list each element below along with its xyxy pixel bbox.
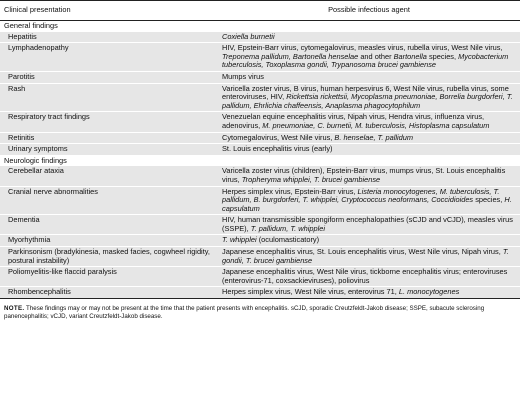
infectious-agent-cell bbox=[218, 112, 520, 132]
note-text: These findings may or may not be present at the time that the patient presents with encephalitis. sCJD, sporadic Creutzfeldt-Jakob disease; SSPE, subacute sclerosing panencephalitis; vCJD, variant Creutzfeldt-Jakob disease. bbox=[4, 305, 485, 321]
agent-text: species, bbox=[473, 195, 505, 205]
clinical-presentation-cell: Rhombencephalitis bbox=[8, 287, 71, 297]
table-row bbox=[0, 132, 520, 144]
agent-text: Mumps virus bbox=[222, 71, 264, 81]
agent-text: HIV, Epstein-Barr virus, cytomegalovirus, measles virus, rubella virus, West Nile virus, bbox=[222, 43, 503, 53]
infectious-agent-cell bbox=[218, 71, 520, 83]
clinical-presentation-cell: Parotitis bbox=[8, 71, 35, 81]
table-row bbox=[0, 112, 520, 132]
infectious-agent-cell bbox=[218, 132, 520, 144]
header-row bbox=[0, 1, 520, 21]
agent-text: B. henselae, T. pallidum bbox=[334, 132, 414, 142]
table-row bbox=[0, 235, 520, 247]
agent-text: (oculomasticatory) bbox=[256, 235, 320, 245]
infectious-agent-cell bbox=[218, 166, 520, 186]
infectious-agent-cell bbox=[218, 43, 520, 72]
agent-text: T. whipplei bbox=[222, 235, 257, 245]
table-row bbox=[0, 83, 520, 112]
infectious-agent-cell bbox=[218, 215, 520, 235]
table-row bbox=[0, 32, 520, 43]
agent-text: HIV, human transmissible spongiform encephalopathies (sCJD and vCJD), measles virus (SSPE), bbox=[222, 215, 513, 233]
agent-text: Japanese encephalitis virus, West Nile virus, tickborne encephalitis virus; enteroviruses (enterovirus-71, coxsackieviruses), poliovirus bbox=[222, 267, 508, 285]
agent-text: Japanese encephalitis virus, St. Louis encephalitis virus, West Nile virus, Nipah virus, bbox=[222, 247, 503, 257]
table-row bbox=[0, 71, 520, 83]
agent-text: Herpes simplex virus, West Nile virus, enterovirus 71, bbox=[222, 287, 399, 297]
infectious-agent-cell bbox=[218, 247, 520, 267]
infectious-agent-cell bbox=[218, 267, 520, 287]
agent-text: Treponema pallidum, Bartonella henselae bbox=[222, 51, 359, 61]
agent-text: Rickettsia rickettsii, Mycoplasma pneumoniae, Borrelia burgdorferi, T. pallidum, Ehrlichia chaffeensis, Anaplasma phagocytophilum bbox=[222, 92, 513, 110]
table-row bbox=[0, 287, 520, 299]
agent-text: St. Louis encephalitis virus (early) bbox=[222, 144, 333, 154]
table-row bbox=[0, 144, 520, 156]
agent-text: Varicella zoster virus (children), Epstein-Barr virus, mumps virus, St. Louis encephalitis virus, bbox=[222, 166, 506, 184]
agent-text: T. gondii, T. brucei gambiense bbox=[222, 247, 509, 265]
clinical-presentation-cell: Rash bbox=[8, 83, 26, 93]
clinical-presentation-cell: Parkinsonism (bradykinesia, masked facies, cogwheel rigidity, postural instability) bbox=[8, 247, 210, 265]
agent-text: species, bbox=[426, 51, 459, 61]
agent-text: T. pallidum, T. whipplei bbox=[250, 223, 325, 233]
agent-text: Tropheryma whipplei, T. brucei gambiense bbox=[241, 174, 381, 184]
header-infectious-agent: Possible infectious agent bbox=[328, 4, 410, 14]
clinical-presentation-cell: Cerebellar ataxia bbox=[8, 166, 64, 176]
note-label: NOTE. bbox=[4, 305, 25, 313]
table-row bbox=[0, 166, 520, 186]
clinical-presentation-cell: Hepatitis bbox=[8, 31, 37, 41]
agent-text: Herpes simplex virus, Epstein-Barr virus, bbox=[222, 186, 358, 196]
table-row bbox=[0, 215, 520, 235]
table-row bbox=[0, 247, 520, 267]
clinical-presentation-cell: Myorhythmia bbox=[8, 235, 51, 245]
section-row bbox=[0, 155, 520, 166]
clinical-presentation-cell: Poliomyelitis-like flaccid paralysis bbox=[8, 267, 117, 277]
infectious-agent-cell bbox=[218, 235, 520, 247]
clinical-presentation-cell: Urinary symptoms bbox=[8, 144, 68, 154]
agent-text: L. monocytogenes bbox=[398, 287, 460, 297]
section-title: Neurologic findings bbox=[0, 155, 520, 166]
table-note bbox=[0, 299, 520, 321]
table-row bbox=[0, 186, 520, 215]
table-row bbox=[0, 267, 520, 287]
infectious-agent-cell bbox=[218, 144, 520, 156]
infectious-agent-cell bbox=[218, 287, 520, 299]
agent-text: Cytomegalovirus, West Nile virus, bbox=[222, 132, 335, 142]
agent-text: Venezuelan equine encephalitis virus, Nipah virus, Hendra virus, influenza virus, adenovirus, bbox=[222, 112, 485, 130]
agent-text: M. pneumoniae, C. burnetii, M. tuberculosis, Histoplasma capsulatum bbox=[262, 120, 490, 130]
section-row bbox=[0, 21, 520, 32]
agent-text: Coxiella burnetii bbox=[222, 31, 275, 41]
infectious-agent-cell bbox=[218, 32, 520, 43]
agent-text: Listeria monocytogenes, M. tuberculosis, T. pallidum, B. burgdorferi, T. whipplei, Cryptococcus neoformans, Coccidioides bbox=[222, 186, 500, 205]
clinical-presentation-cell: Lymphadenopathy bbox=[8, 43, 69, 53]
table-row bbox=[0, 43, 520, 72]
clinical-presentation-cell: Dementia bbox=[8, 215, 40, 225]
clinical-presentation-cell: Retinitis bbox=[8, 132, 35, 142]
agent-text: Bartonella bbox=[393, 51, 427, 61]
agent-text: Mycobacterium tuberculosis, Toxoplasma gondii, Trypanosoma brucei gambiense bbox=[222, 51, 509, 70]
header-clinical-presentation: Clinical presentation bbox=[4, 4, 71, 14]
agent-text: Varicella zoster virus, B virus, human herpesvirus 6, West Nile virus, rubella virus, some enteroviruses, HIV, bbox=[222, 83, 509, 102]
section-title: General findings bbox=[0, 21, 520, 32]
clinical-presentation-cell: Cranial nerve abnormalities bbox=[8, 186, 98, 196]
table-body bbox=[0, 21, 520, 299]
agent-text: H. capsulatum bbox=[222, 195, 512, 213]
agent-text: and other bbox=[358, 51, 394, 61]
infectious-agent-cell bbox=[218, 83, 520, 112]
infectious-agent-cell bbox=[218, 186, 520, 215]
clinical-presentation-cell: Respiratory tract findings bbox=[8, 112, 90, 122]
